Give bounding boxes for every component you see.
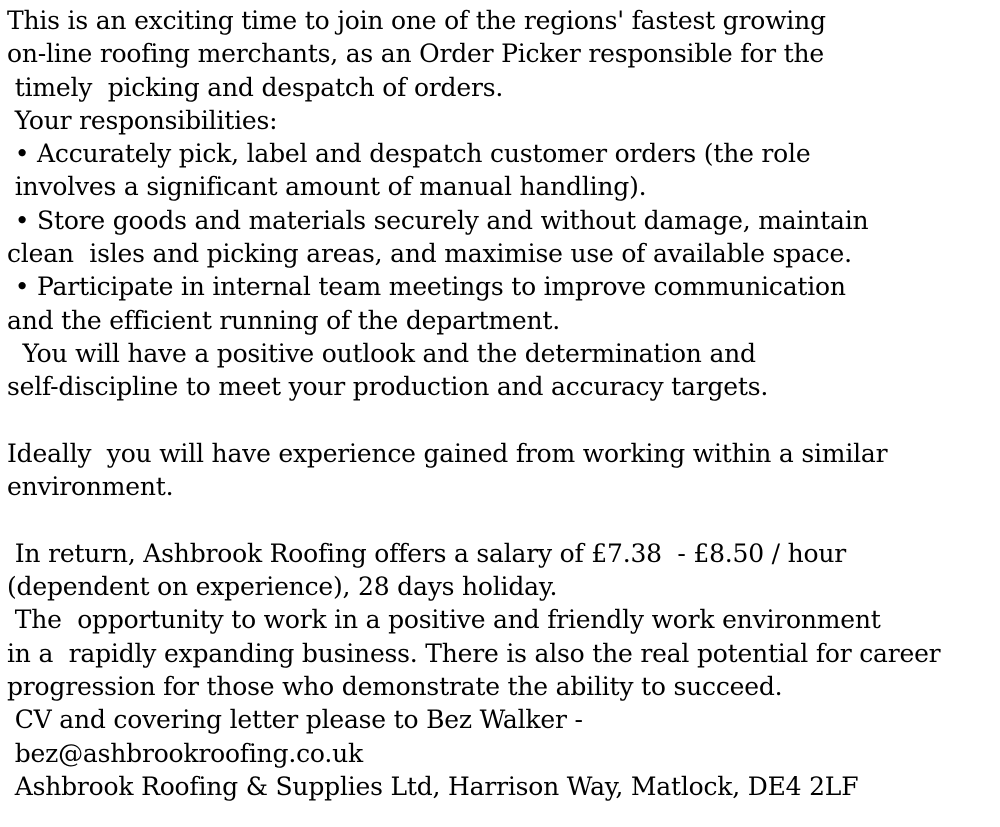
responsibilities-heading: Your responsibilities: (7, 105, 278, 135)
blank-line (7, 404, 997, 437)
bullet-2-line-2: clean isles and picking areas, and maximise use of available space. (7, 239, 852, 269)
opportunity-line-1: The opportunity to work in a positive and friendly work environment (7, 605, 881, 635)
bullet-3-line-2: and the efficient running of the department. (7, 305, 560, 335)
salary-line-2: (dependent on experience), 28 days holiday. (7, 572, 558, 602)
bullet-2-line-1: • Store goods and materials securely and without damage, maintain (7, 205, 869, 235)
blank-line (7, 503, 997, 536)
outlook-line-2: self-discipline to meet your production and accuracy targets. (7, 372, 769, 402)
experience-line-2: environment. (7, 472, 174, 502)
outlook-line-1: You will have a positive outlook and the determination and (7, 338, 756, 368)
opportunity-line-2: in a rapidly expanding business. There is also the real potential for career (7, 638, 941, 668)
text-line-intro-2: on-line roofing merchants, as an Order Picker responsible for the (7, 39, 824, 69)
bullet-1-line-1: • Accurately pick, label and despatch customer orders (the role (7, 139, 811, 169)
text-line-intro-3: timely picking and despatch of orders. (7, 72, 504, 102)
job-advert-text (7, 4, 997, 803)
contact-line: CV and covering letter please to Bez Walker - (7, 705, 583, 735)
salary-line-1: In return, Ashbrook Roofing offers a salary of £7.38 - £8.50 / hour (7, 538, 847, 568)
contact-email: bez@ashbrookroofing.co.uk (7, 738, 363, 768)
bullet-3-line-1: • Participate in internal team meetings to improve communication (7, 272, 846, 302)
opportunity-line-3: progression for those who demonstrate the ability to succeed. (7, 671, 783, 701)
bullet-1-line-2: involves a significant amount of manual handling). (7, 172, 647, 202)
text-line-intro-1: This is an exciting time to join one of the regions' fastest growing (7, 6, 826, 35)
company-address: Ashbrook Roofing & Supplies Ltd, Harrison Way, Matlock, DE4 2LF (7, 771, 859, 801)
experience-line-1: Ideally you will have experience gained from working within a similar (7, 438, 888, 468)
